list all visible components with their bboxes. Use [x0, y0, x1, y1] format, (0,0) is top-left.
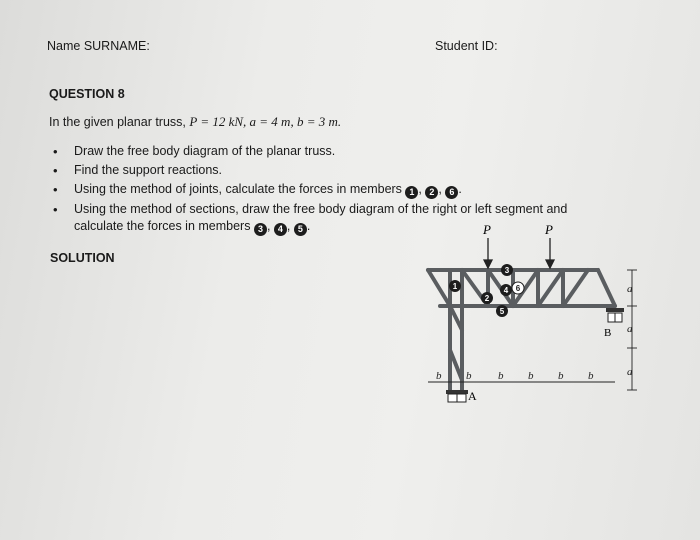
- dim-label-a: a: [627, 366, 633, 378]
- dim-label-b: b: [498, 370, 504, 382]
- task-item: • Using the method of sections, draw the free body diagram of the right or left segment and calculate the forces in members 3 , 4 , 5 .: [49, 201, 609, 236]
- member-label-6: 6: [515, 284, 521, 293]
- member-label-4: 4: [503, 286, 509, 295]
- name-surname-label: Name SURNAME:: [47, 39, 150, 53]
- member-badge: 2: [425, 186, 438, 199]
- intro-params: P = 12 kN, a = 4 m, b = 3 m.: [189, 114, 342, 129]
- diagonal-member: [598, 270, 615, 306]
- member-badge: 5: [294, 223, 307, 236]
- member-label-1: 1: [452, 282, 458, 291]
- student-id-label: Student ID:: [435, 39, 498, 53]
- pin-support-A: [446, 390, 468, 402]
- task-item: • Using the method of joints, calculate the forces in members 1 , 2 , 6 .: [49, 181, 609, 199]
- load-arrowhead: [484, 260, 492, 268]
- dim-label-b: b: [466, 370, 472, 382]
- solution-title: SOLUTION: [50, 251, 115, 265]
- task-item: [49, 162, 609, 179]
- task-text: Using the method of sections, draw the free body diagram of the right or left segment and calculate the forces in members: [74, 202, 568, 233]
- load-arrowhead: [546, 260, 554, 268]
- dim-label-b: b: [528, 370, 534, 382]
- member-label-3: 3: [504, 266, 510, 275]
- dim-label-b: b: [436, 370, 442, 382]
- load-label: P: [483, 222, 491, 237]
- intro-prefix: In the given planar truss,: [49, 115, 190, 129]
- roller-support-B: [606, 308, 624, 322]
- member-label-5: 5: [499, 307, 505, 316]
- task-text: Find the support reactions.: [74, 163, 222, 177]
- diagonal-member: [428, 270, 450, 306]
- support-A-label: A: [468, 389, 477, 403]
- dim-label-a: a: [627, 283, 633, 295]
- load-label: P: [545, 222, 553, 237]
- member-badge: 3: [254, 223, 267, 236]
- member-badge: 6: [445, 186, 458, 199]
- diagonal-member: [538, 270, 563, 306]
- task-text: Using the method of joints, calculate the forces in members: [74, 182, 402, 196]
- support-B-label: B: [604, 327, 612, 339]
- question-intro: [49, 114, 341, 130]
- member-badge: 4: [274, 223, 287, 236]
- diagonal-member: [563, 270, 588, 306]
- truss-figure: [410, 220, 670, 410]
- question-title: QUESTION 8: [49, 87, 125, 101]
- task-text: Draw the free body diagram of the planar truss.: [74, 144, 336, 158]
- dim-label-b: b: [588, 370, 594, 382]
- dim-label-b: b: [558, 370, 564, 382]
- member-label-2: 2: [484, 294, 490, 303]
- member-badge: 1: [405, 186, 418, 199]
- dim-label-a: a: [627, 323, 633, 335]
- task-item: [49, 143, 609, 160]
